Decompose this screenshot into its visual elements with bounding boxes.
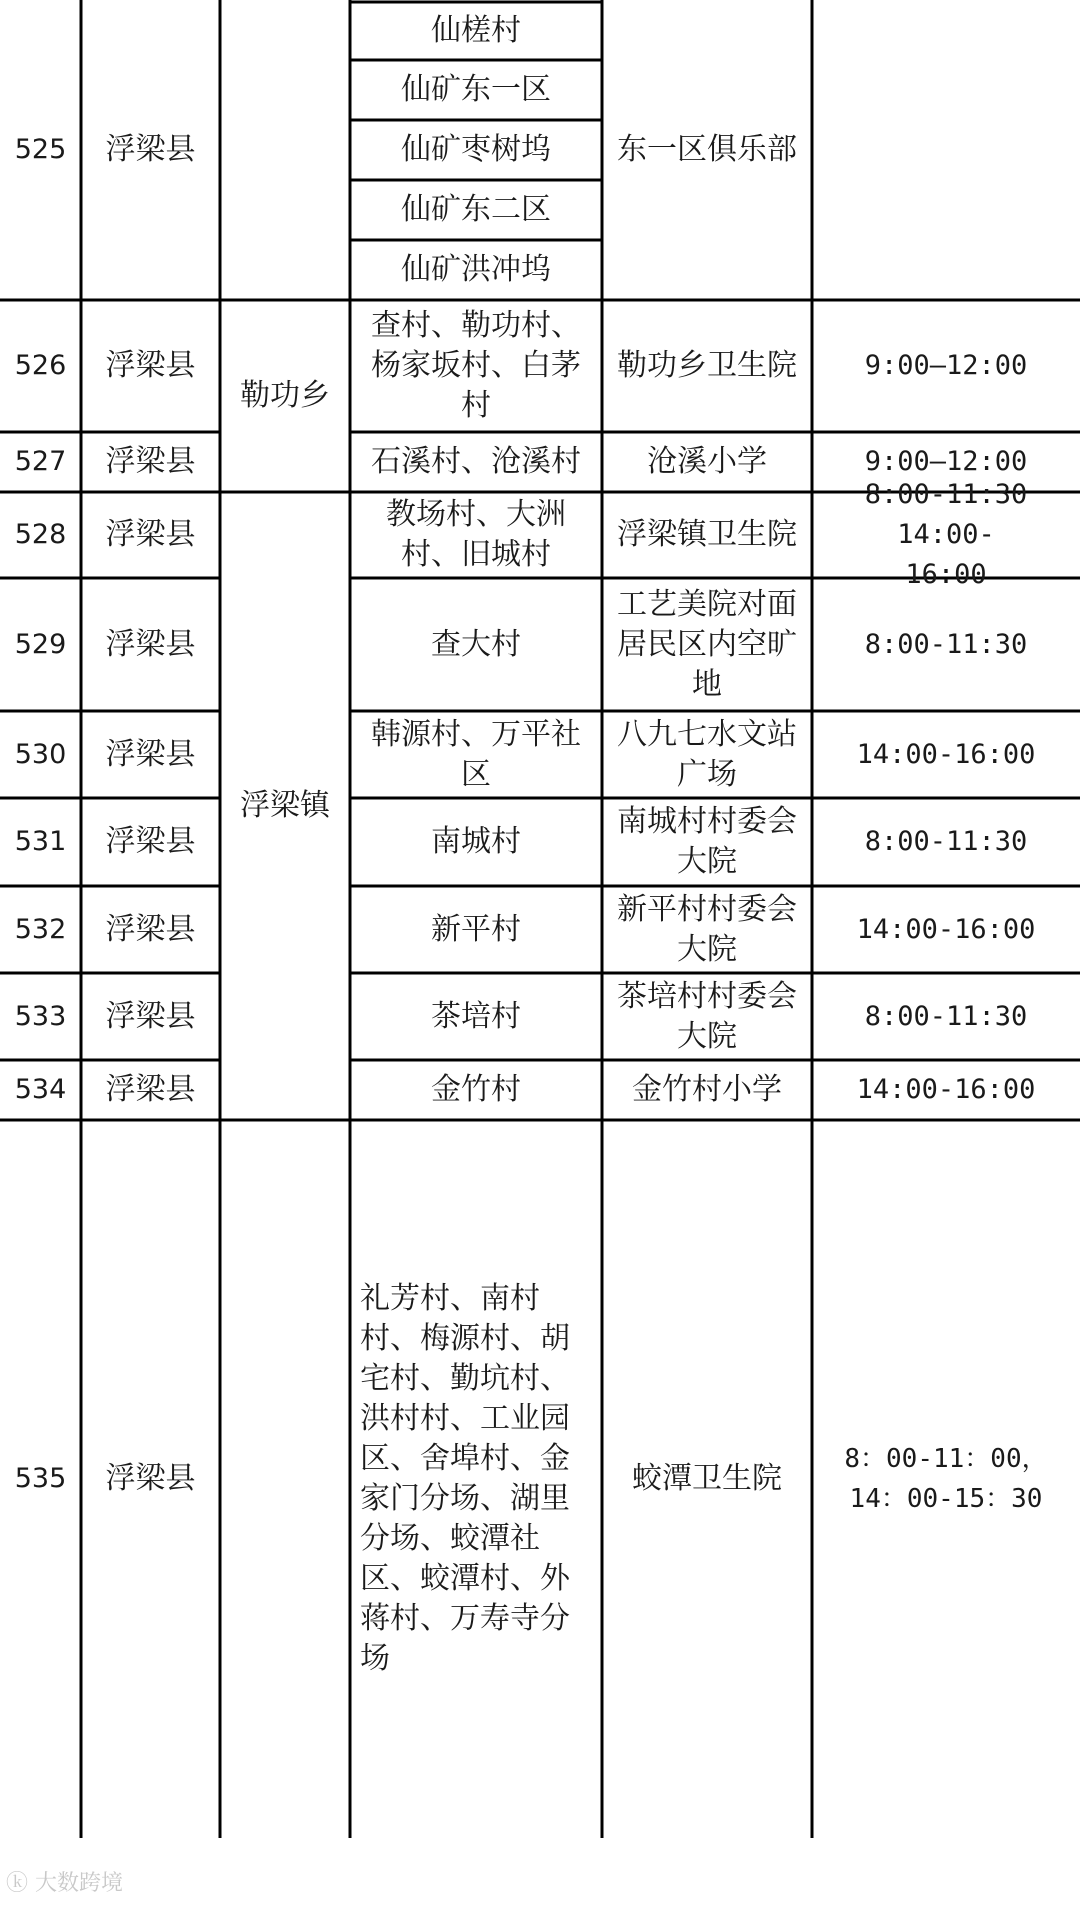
row-530-county: 浮梁县 [105, 736, 196, 772]
row-531-villages: 南城村 [431, 824, 521, 859]
row-529-villages: 查大村 [431, 626, 521, 662]
row-529-county: 浮梁县 [105, 626, 196, 662]
row-530-number: 530 [14, 738, 67, 770]
row-528-time: 8:00-11:30 14:00-16:00 [864, 479, 1028, 590]
row-527-number: 527 [14, 446, 67, 477]
row-534-county: 浮梁县 [105, 1072, 196, 1107]
row-532-county: 浮梁县 [105, 911, 196, 947]
township-fuliang: 浮梁镇 [240, 788, 330, 823]
row-526-villages: 查村、勒功村、杨家坂村、白茅村 [371, 308, 581, 423]
row-528-villages: 教场村、大洲村、旧城村 [386, 497, 566, 572]
row-527-site: 沧溪小学 [647, 444, 767, 479]
row-529-site: 工艺美院对面居民区内空旷地 [617, 586, 797, 702]
row-532-site: 新平村村委会大院 [617, 891, 797, 967]
row-533-villages: 茶培村 [431, 998, 521, 1034]
row-528-site: 浮梁镇卫生院 [617, 517, 797, 552]
row-532-villages: 新平村 [431, 911, 521, 947]
row-531-site: 南城村村委会大院 [617, 804, 797, 879]
row-525-village-2: 仙矿东一区 [401, 72, 551, 107]
row-532-number: 532 [14, 913, 67, 945]
row-527-villages: 石溪村、沧溪村 [371, 444, 581, 479]
row-534-site: 金竹村小学 [632, 1072, 782, 1107]
row-535-site: 蛟潭卫生院 [632, 1461, 782, 1496]
row-526-site: 勒功乡卫生院 [617, 348, 797, 383]
row-529-time: 8:00-11:30 [864, 628, 1028, 660]
row-527-county: 浮梁县 [105, 444, 196, 479]
row-535-time: 8：00-11：00，14：00-15：30 [844, 1444, 1048, 1514]
row-533-time: 8:00-11:30 [864, 1000, 1028, 1032]
row-528-number: 528 [14, 519, 67, 550]
row-531-county: 浮梁县 [105, 824, 196, 859]
row-532-time: 14:00-16:00 [856, 913, 1036, 945]
row-534-villages: 金竹村 [431, 1072, 521, 1107]
row-535-number: 535 [14, 1463, 67, 1494]
row-525-village-4: 仙矿东二区 [401, 192, 551, 227]
row-530-time: 14:00-16:00 [856, 738, 1036, 770]
row-533-site: 茶培村村委会大院 [617, 978, 797, 1054]
row-526-county: 浮梁县 [105, 348, 196, 383]
row-525-village-5: 仙矿洪冲坞 [401, 252, 551, 287]
row-531-time: 8:00-11:30 [864, 826, 1028, 857]
watermark-logo [6, 1866, 123, 1897]
row-529-number: 529 [14, 628, 67, 660]
watermark-text: 大数跨境 [35, 1871, 124, 1896]
row-525-county: 浮梁县 [105, 132, 196, 167]
row-530-site: 八九七水文站广场 [617, 716, 797, 792]
row-531-number: 531 [14, 826, 67, 857]
township-legong: 勒功乡 [240, 378, 330, 413]
row-530-villages: 韩源村、万平社区 [371, 716, 581, 792]
watermark-glyph-icon: ⓚ [6, 1871, 29, 1896]
row-535-villages: 礼芳村、南村村、梅源村、胡宅村、勤坑村、洪村村、工业园区、舍埠村、金家门分场、湖里分场、蛟潭社区、蛟潭村、外蒋村、万寿寺分场 [360, 1281, 570, 1676]
row-525-village-3: 仙矿枣树坞 [401, 132, 551, 167]
row-527-time: 9:00—12:00 [864, 446, 1028, 477]
row-534-number: 534 [14, 1074, 67, 1105]
row-526-number: 526 [14, 350, 67, 381]
row-528-county: 浮梁县 [105, 517, 196, 552]
row-525-site: 东一区俱乐部 [617, 132, 797, 167]
row-526-time: 9:00—12:00 [864, 350, 1028, 381]
row-534-time: 14:00-16:00 [856, 1074, 1036, 1105]
row-525-village-1: 仙槎村 [431, 13, 521, 48]
row-525-number: 525 [14, 134, 67, 165]
row-533-county: 浮梁县 [105, 998, 196, 1034]
row-533-number: 533 [14, 1000, 67, 1032]
row-535-county: 浮梁县 [105, 1461, 196, 1496]
